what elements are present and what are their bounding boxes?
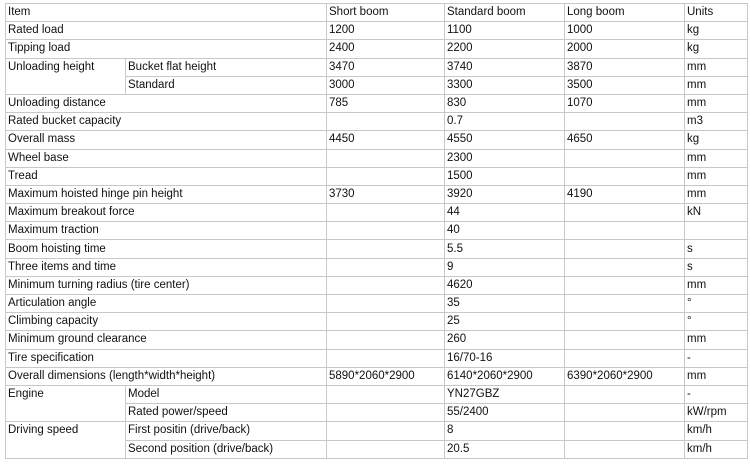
- cell-units: kW/rpm: [685, 404, 748, 422]
- table-row: [6, 276, 748, 294]
- cell-short-boom: 3470: [327, 58, 445, 76]
- table-row: [6, 367, 748, 385]
- table-row: [6, 185, 748, 203]
- table-row: [6, 94, 748, 112]
- cell-units: mm: [685, 76, 748, 94]
- cell-long-boom: [565, 240, 685, 258]
- sub-label: Rated power/speed: [126, 404, 327, 422]
- cell-units: -: [685, 385, 748, 403]
- group-label: Engine: [6, 385, 126, 421]
- row-label: Maximum traction: [6, 222, 327, 240]
- cell-standard-boom: 16/70-16: [445, 349, 565, 367]
- table-row: [6, 313, 748, 331]
- cell-standard-boom: 25: [445, 313, 565, 331]
- table-row: [6, 240, 748, 258]
- table-row: [6, 258, 748, 276]
- cell-short-boom: 3730: [327, 185, 445, 203]
- header-row: [6, 4, 748, 22]
- cell-units: s: [685, 258, 748, 276]
- row-label: Wheel base: [6, 149, 327, 167]
- cell-short-boom: [327, 313, 445, 331]
- table-row: [6, 167, 748, 185]
- cell-long-boom: [565, 349, 685, 367]
- cell-units: mm: [685, 167, 748, 185]
- cell-short-boom: [327, 349, 445, 367]
- cell-short-boom: [327, 385, 445, 403]
- cell-short-boom: 1200: [327, 22, 445, 40]
- group-label: Unloading height: [6, 58, 126, 94]
- cell-standard-boom: 8: [445, 422, 565, 440]
- cell-units: mm: [685, 149, 748, 167]
- cell-long-boom: [565, 385, 685, 403]
- header-item: Item: [6, 4, 327, 22]
- row-label: Maximum breakout force: [6, 204, 327, 222]
- cell-units: mm: [685, 185, 748, 203]
- cell-long-boom: [565, 222, 685, 240]
- cell-long-boom: [565, 113, 685, 131]
- group-label: Driving speed: [6, 422, 126, 458]
- cell-short-boom: [327, 149, 445, 167]
- cell-long-boom: [565, 440, 685, 458]
- table-row: [6, 222, 748, 240]
- row-label: Overall mass: [6, 131, 327, 149]
- cell-short-boom: [327, 222, 445, 240]
- cell-units: kg: [685, 40, 748, 58]
- cell-long-boom: 3870: [565, 58, 685, 76]
- cell-short-boom: [327, 404, 445, 422]
- cell-standard-boom: 3920: [445, 185, 565, 203]
- cell-short-boom: [327, 240, 445, 258]
- cell-short-boom: [327, 167, 445, 185]
- row-label: Unloading distance: [6, 94, 327, 112]
- cell-units: kN: [685, 204, 748, 222]
- spec-table: [5, 3, 748, 459]
- row-label: Rated bucket capacity: [6, 113, 327, 131]
- header-short-boom: Short boom: [327, 4, 445, 22]
- cell-units: s: [685, 240, 748, 258]
- cell-short-boom: [327, 113, 445, 131]
- cell-standard-boom: 2200: [445, 40, 565, 58]
- cell-standard-boom: 35: [445, 295, 565, 313]
- cell-long-boom: [565, 295, 685, 313]
- cell-short-boom: [327, 422, 445, 440]
- cell-standard-boom: 5.5: [445, 240, 565, 258]
- cell-standard-boom: 6140*2060*2900: [445, 367, 565, 385]
- cell-long-boom: 4650: [565, 131, 685, 149]
- cell-standard-boom: 40: [445, 222, 565, 240]
- cell-standard-boom: 9: [445, 258, 565, 276]
- row-label: Climbing capacity: [6, 313, 327, 331]
- row-label: Tipping load: [6, 40, 327, 58]
- row-label: Minimum ground clearance: [6, 331, 327, 349]
- table-row: [6, 204, 748, 222]
- cell-long-boom: [565, 422, 685, 440]
- table-row: [6, 149, 748, 167]
- cell-long-boom: [565, 258, 685, 276]
- cell-units: mm: [685, 367, 748, 385]
- cell-long-boom: [565, 313, 685, 331]
- cell-long-boom: 4190: [565, 185, 685, 203]
- cell-standard-boom: 1500: [445, 167, 565, 185]
- cell-units: kg: [685, 131, 748, 149]
- cell-short-boom: [327, 204, 445, 222]
- header-units: Units: [685, 4, 748, 22]
- row-label: Maximum hoisted hinge pin height: [6, 185, 327, 203]
- cell-units: km/h: [685, 440, 748, 458]
- cell-short-boom: 5890*2060*2900: [327, 367, 445, 385]
- table-row: [6, 40, 748, 58]
- row-label: Minimum turning radius (tire center): [6, 276, 327, 294]
- sub-label: First positin (drive/back): [126, 422, 327, 440]
- cell-standard-boom: 1100: [445, 22, 565, 40]
- cell-long-boom: [565, 276, 685, 294]
- cell-standard-boom: 44: [445, 204, 565, 222]
- cell-standard-boom: YN27GBZ: [445, 385, 565, 403]
- header-long-boom: Long boom: [565, 4, 685, 22]
- cell-standard-boom: 0.7: [445, 113, 565, 131]
- cell-standard-boom: 260: [445, 331, 565, 349]
- table-row: [6, 295, 748, 313]
- cell-standard-boom: 3740: [445, 58, 565, 76]
- sub-label: Second position (drive/back): [126, 440, 327, 458]
- row-label: Boom hoisting time: [6, 240, 327, 258]
- cell-long-boom: 1000: [565, 22, 685, 40]
- cell-long-boom: 1070: [565, 94, 685, 112]
- cell-units: mm: [685, 58, 748, 76]
- cell-short-boom: 4450: [327, 131, 445, 149]
- cell-long-boom: [565, 331, 685, 349]
- header-standard-boom: Standard boom: [445, 4, 565, 22]
- cell-standard-boom: 4550: [445, 131, 565, 149]
- row-label: Tire specification: [6, 349, 327, 367]
- table-row: [6, 131, 748, 149]
- cell-long-boom: 3500: [565, 76, 685, 94]
- cell-units: [685, 222, 748, 240]
- cell-standard-boom: 55/2400: [445, 404, 565, 422]
- cell-short-boom: [327, 295, 445, 313]
- cell-units: kg: [685, 22, 748, 40]
- cell-units: m3: [685, 113, 748, 131]
- cell-units: °: [685, 295, 748, 313]
- cell-units: mm: [685, 276, 748, 294]
- cell-standard-boom: 2300: [445, 149, 565, 167]
- table-row: [6, 331, 748, 349]
- table-row: [6, 422, 748, 440]
- cell-units: °: [685, 313, 748, 331]
- cell-short-boom: 2400: [327, 40, 445, 58]
- cell-short-boom: 785: [327, 94, 445, 112]
- table-row: [6, 349, 748, 367]
- cell-short-boom: [327, 258, 445, 276]
- cell-long-boom: [565, 167, 685, 185]
- cell-short-boom: 3000: [327, 76, 445, 94]
- sub-label: Model: [126, 385, 327, 403]
- cell-units: mm: [685, 331, 748, 349]
- cell-units: km/h: [685, 422, 748, 440]
- cell-long-boom: [565, 204, 685, 222]
- row-label: Rated load: [6, 22, 327, 40]
- sub-label: Bucket flat height: [126, 58, 327, 76]
- cell-standard-boom: 3300: [445, 76, 565, 94]
- table-row: [6, 22, 748, 40]
- cell-standard-boom: 830: [445, 94, 565, 112]
- row-label: Three items and time: [6, 258, 327, 276]
- sub-label: Standard: [126, 76, 327, 94]
- cell-units: mm: [685, 94, 748, 112]
- row-label: Overall dimensions (length*width*height): [6, 367, 327, 385]
- cell-long-boom: 6390*2060*2900: [565, 367, 685, 385]
- cell-short-boom: [327, 276, 445, 294]
- cell-long-boom: [565, 404, 685, 422]
- spec-table-body: [6, 4, 748, 459]
- table-row: [6, 113, 748, 131]
- cell-standard-boom: 20.5: [445, 440, 565, 458]
- cell-short-boom: [327, 440, 445, 458]
- row-label: Tread: [6, 167, 327, 185]
- table-row: [6, 385, 748, 403]
- cell-units: -: [685, 349, 748, 367]
- cell-standard-boom: 4620: [445, 276, 565, 294]
- row-label: Articulation angle: [6, 295, 327, 313]
- cell-long-boom: [565, 149, 685, 167]
- cell-long-boom: 2000: [565, 40, 685, 58]
- table-row: [6, 58, 748, 76]
- cell-short-boom: [327, 331, 445, 349]
